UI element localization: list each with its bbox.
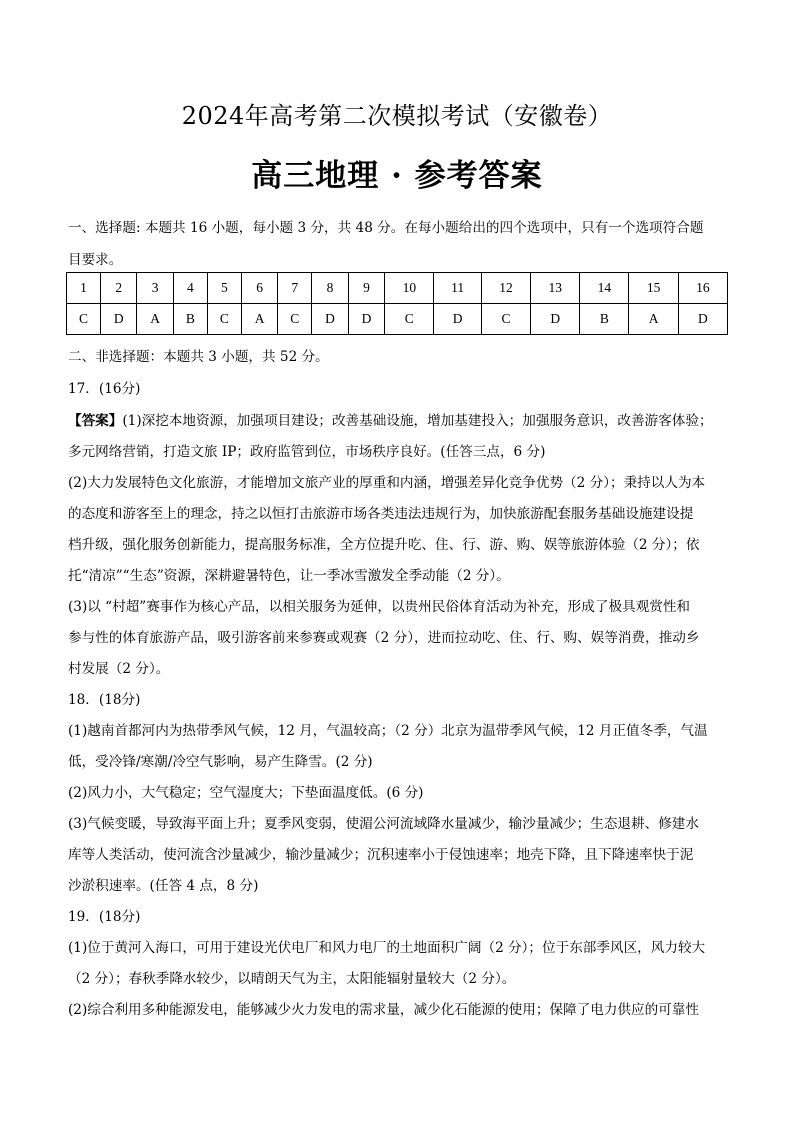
answer-cell: C	[67, 304, 101, 335]
q19-line-1: (1)位于黄河入海口，可用于建设光伏电厂和风力电厂的土地面积广阔（2 分）；位于东部季风区，风力较大	[68, 940, 706, 956]
question-number-row	[67, 273, 728, 304]
answer-cell: A	[137, 304, 173, 335]
answer-cell: D	[312, 304, 348, 335]
q18-line-4: (3)气候变暖，导致海平面上升；夏季风变弱，使湄公河流域降水量减少，输沙量减少；生态退耕、修建水	[68, 816, 699, 832]
q17-line-2: 多元网络营销，打造文旅 IP；政府监管到位，市场秩序良好。(任答三点，6 分)	[68, 444, 546, 460]
q18-line-2: 低，受冷锋/寒潮/冷空气影响，易产生降雪。(2 分)	[68, 754, 373, 770]
question-number-cell: 15	[629, 273, 678, 304]
question-number-cell: 6	[241, 273, 277, 304]
question-number-cell: 8	[312, 273, 348, 304]
answer-cell: D	[100, 304, 136, 335]
answer-cell: D	[348, 304, 384, 335]
q17-line-7: (3)以 “村超”赛事作为核心产品，以相关服务为延伸，以贵州民俗体育活动为补充，形成了极具观赏性和	[68, 599, 691, 615]
answer-cell: A	[629, 304, 678, 335]
answer-key-title: 高三地理 · 参考答案	[251, 158, 543, 194]
answer-cell: C	[207, 304, 241, 335]
q17-line-9: 村发展（2 分）。	[68, 661, 170, 677]
question-number-cell: 11	[434, 273, 482, 304]
question-number-cell: 5	[207, 273, 241, 304]
question-number-cell: 2	[100, 273, 136, 304]
q19-header: 19．(18分)	[68, 909, 141, 925]
q17-line-5: 档升级，强化服务创新能力，提高服务标准，全方位提升吃、住、行、游、购、娱等旅游体验（2 分）；依	[68, 537, 700, 553]
q19-line-3: (2)综合利用多种能源发电，能够减少火力发电的需求量，减少化石能源的使用；保障了电力供应的可靠性	[68, 1002, 699, 1018]
question-number-cell: 1	[67, 273, 101, 304]
q17-line-4: 的态度和游客至上的理念，持之以恒打击旅游市场各类违法违规行为，加快旅游配套服务基础设施建设提	[68, 506, 694, 522]
answer-row	[67, 304, 728, 335]
q18-line-3: (2)风力小，大气稳定；空气湿度大；下垫面温度低。(6 分)	[68, 785, 424, 801]
answer-cell: C	[278, 304, 312, 335]
question-number-cell: 13	[531, 273, 580, 304]
section1-intro-cont: 目要求。	[68, 252, 123, 268]
q18-header: 18．(18分)	[68, 692, 141, 708]
q18-line-5: 库等人类活动，使河流含沙量减少，输沙量减少；沉积速率小于侵蚀速率；地壳下降，且下降速率快于泥	[68, 847, 694, 863]
q18-line-6: 沙淤积速率。(任答 4 点，8 分)	[68, 878, 259, 894]
q19-line-2: （2 分）；春秋季降水较少，以晴朗天气为主，太阳能辐射量较大（2 分）。	[68, 971, 516, 987]
question-number-cell: 12	[481, 273, 530, 304]
q18-line-1: (1)越南首都河内为热带季风气候，12 月，气温较高；（2 分）北京为温带季风气候，12 月正值冬季，气温	[68, 723, 708, 739]
answer-cell: B	[580, 304, 629, 335]
q17-line-1	[68, 409, 713, 429]
q17-header: 17．(16分)	[68, 381, 141, 397]
question-number-cell: 4	[173, 273, 207, 304]
question-number-cell: 14	[580, 273, 629, 304]
section1-intro: 一、选择题: 本题共 16 小题，每小题 3 分，共 48 分。在每小题给出的四个选项中，只有一个选项符合题	[68, 220, 704, 236]
question-number-cell: 7	[278, 273, 312, 304]
question-number-cell: 10	[385, 273, 434, 304]
answer-label: 【答案】	[68, 413, 123, 429]
answer-cell: D	[531, 304, 580, 335]
section2-intro: 二、非选择题：本题共 3 小题，共 52 分。	[68, 349, 329, 365]
q17-text: (1)深挖本地资源，加强项目建设；改善基础设施，增加基建投入；加强服务意识，改善游客体验；	[122, 413, 713, 429]
question-number-cell: 9	[348, 273, 384, 304]
answer-cell: A	[241, 304, 277, 335]
q17-line-6: 托“清凉”“生态”资源，深耕避暑特色，让一季冰雪激发全季动能（2 分）。	[68, 568, 510, 584]
question-number-cell: 3	[137, 273, 173, 304]
answer-cell: C	[481, 304, 530, 335]
exam-title: 2024年高考第二次模拟考试（安徽卷）	[181, 102, 613, 130]
answer-cell: D	[434, 304, 482, 335]
answer-cell: D	[678, 304, 727, 335]
q17-line-3: (2)大力发展特色文化旅游，才能增加文旅产业的厚重和内涵，增强差异化竞争优势（2 分）；秉持以人为本	[68, 475, 706, 491]
answer-cell: C	[385, 304, 434, 335]
answer-cell: B	[173, 304, 207, 335]
q17-line-8: 参与性的体育旅游产品，吸引游客前来参赛或观赛（2 分），进而拉动吃、住、行、购、娱等消费，推动乡	[68, 630, 700, 646]
question-number-cell: 16	[678, 273, 727, 304]
answer-table	[66, 272, 728, 335]
